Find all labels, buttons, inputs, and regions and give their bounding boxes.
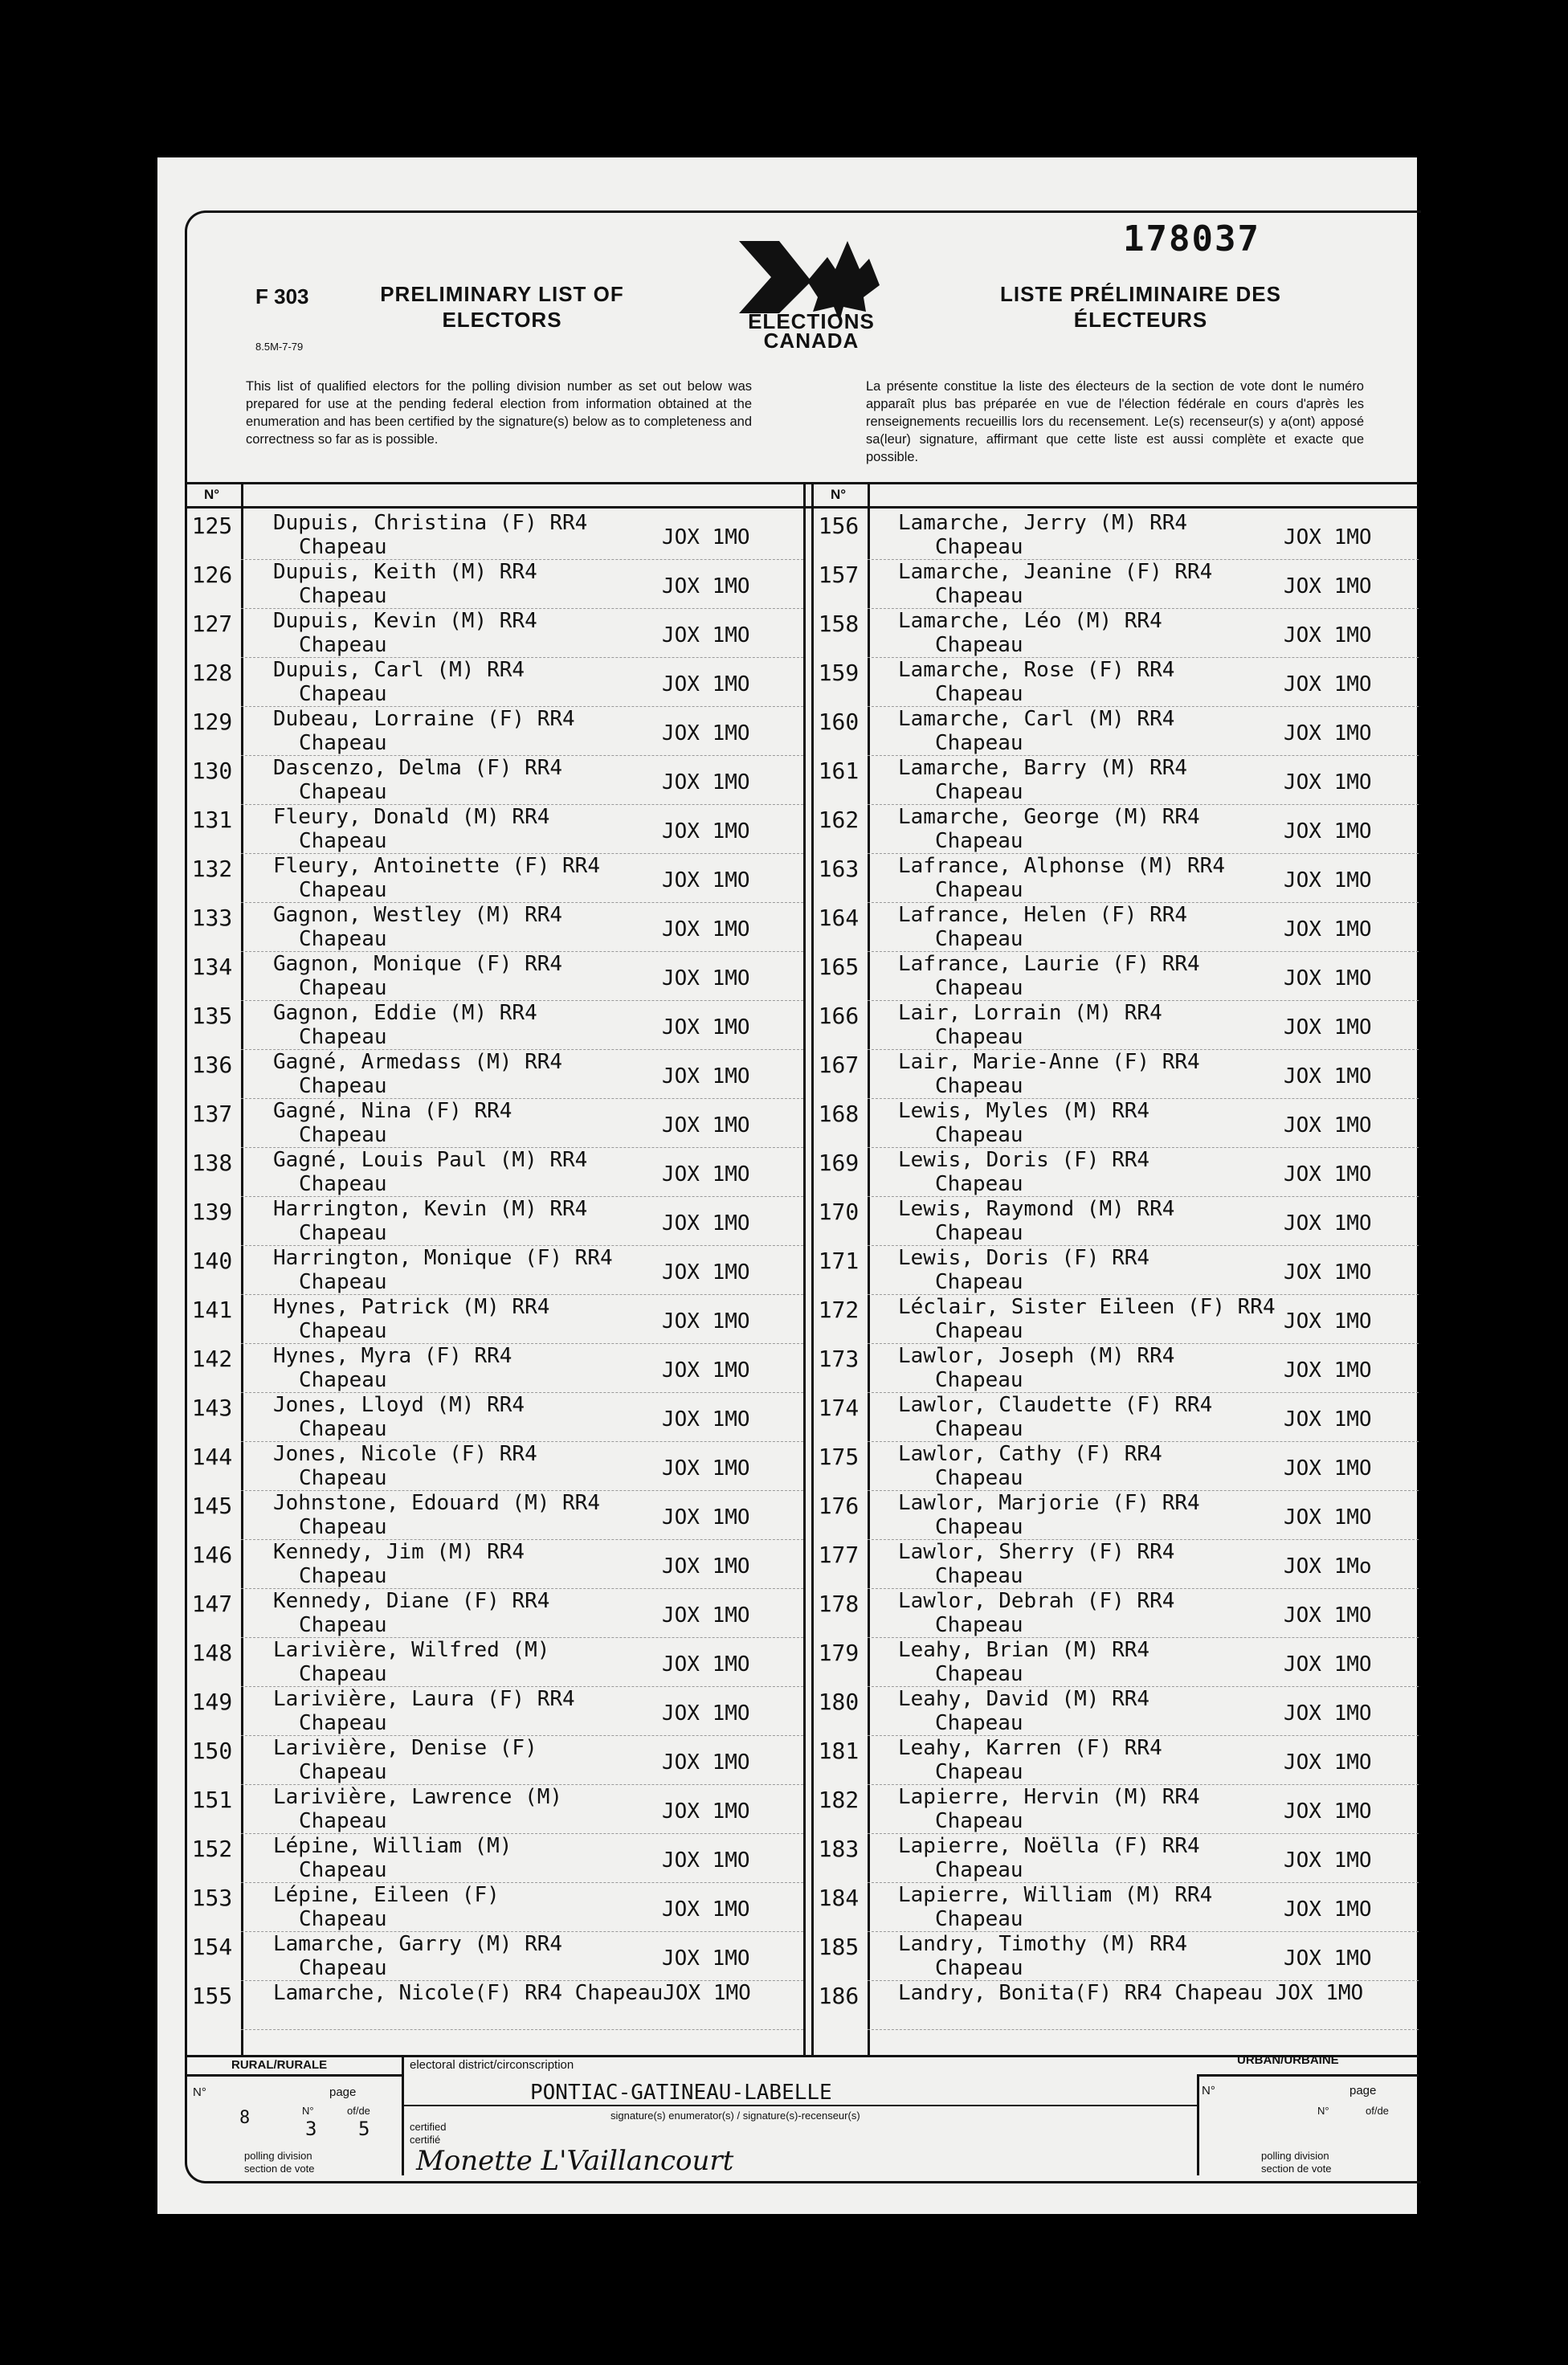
elector-city: Chapeau [299,1466,387,1490]
elector-city: Chapeau [935,927,1023,951]
elector-number: 125 [191,513,233,539]
elector-postal-code: JOX 1MO [1284,1603,1372,1628]
elector-name: Lewis, Doris (F) RR4 [898,1246,1150,1270]
elector-postal-code: JOX 1MO [1284,819,1372,843]
elector-city: Chapeau [299,1662,387,1686]
elector-name: Lawlor, Marjorie (F) RR4 [898,1491,1200,1515]
elector-city: Chapeau [935,584,1023,608]
elector-number: 131 [191,807,233,833]
elector-city: Chapeau [935,1907,1023,1931]
elector-postal-code: JOX 1MO [662,1309,750,1334]
elector-number: 139 [191,1199,233,1225]
elector-number: 186 [818,1983,860,2009]
elector-postal-code: JOX 1MO [662,1603,750,1628]
elector-number: 127 [191,611,233,637]
elector-city: Chapeau [935,1564,1023,1588]
elector-postal-code: JOX 1MO [662,1505,750,1530]
elector-postal-code: JOX 1MO [662,721,750,745]
elector-number: 158 [818,611,860,637]
elector-name: Lamarche, Nicole(F) RR4 ChapeauJOX 1MO [273,1981,751,2005]
elector-postal-code: JOX 1MO [1284,1897,1372,1922]
rural-polling-division: polling division [244,2150,312,2162]
elector-name: Dascenzo, Delma (F) RR4 [273,756,563,780]
elector-city: Chapeau [299,682,387,706]
elector-name: Lapierre, William (M) RR4 [898,1883,1213,1907]
elector-postal-code: JOX 1MO [1284,1701,1372,1726]
right-col-no-header: N° [831,487,847,502]
elector-name: Lair, Lorrain (M) RR4 [898,1001,1162,1025]
elector-city: Chapeau [935,731,1023,755]
elector-city: Chapeau [299,584,387,608]
elector-city: Chapeau [935,535,1023,559]
elector-postal-code: JOX 1MO [1284,1505,1372,1530]
elector-number: 175 [818,1444,860,1470]
center-divider-a [803,482,806,2057]
rural-label: RURAL/RURALE [231,2058,328,2072]
elector-city: Chapeau [299,976,387,1000]
elector-city: Chapeau [935,1025,1023,1049]
elector-name: Fleury, Antoinette (F) RR4 [273,854,600,878]
elector-name: Hynes, Patrick (M) RR4 [273,1295,550,1319]
elector-postal-code: JOX 1MO [1284,1358,1372,1383]
elector-city: Chapeau [299,1858,387,1882]
rural-of-label: of/de [347,2105,370,2117]
elector-postal-code: JOX 1MO [1284,1309,1372,1334]
elector-postal-code: JOX 1MO [662,1946,750,1971]
elector-city: Chapeau [299,1074,387,1098]
elector-name: Harrington, Kevin (M) RR4 [273,1197,588,1221]
elector-name: Dupuis, Carl (M) RR4 [273,658,525,682]
elector-number: 128 [191,660,233,686]
elector-name: Lamarche, Léo (M) RR4 [898,609,1162,633]
elector-postal-code: JOX 1MO [1284,525,1372,549]
elector-postal-code: JOX 1MO [662,525,750,549]
elector-number: 164 [818,905,860,931]
urban-box-left [1197,2074,1199,2175]
elector-name: Landry, Timothy (M) RR4 [898,1932,1188,1956]
elector-number: 149 [191,1689,233,1715]
elector-number: 179 [818,1640,860,1666]
elector-city: Chapeau [935,1123,1023,1147]
logo-line-1: ELECTIONS [748,309,875,333]
elector-number: 169 [818,1150,860,1176]
elector-number: 140 [191,1248,233,1274]
urban-no-small: N° [1317,2105,1329,2117]
district-label: electoral district/circonscription [410,2058,574,2072]
elector-name: Lapierre, Noëlla (F) RR4 [898,1834,1200,1858]
urban-no-label: N° [1202,2084,1215,2097]
logo-text [725,309,898,353]
elector-name: Leahy, Karren (F) RR4 [898,1736,1162,1760]
elector-city: Chapeau [299,1515,387,1539]
elector-number: 147 [191,1591,233,1617]
elector-city: Chapeau [935,829,1023,853]
elector-number: 163 [818,856,860,882]
elector-postal-code: JOX 1MO [1284,1064,1372,1089]
elector-number: 129 [191,709,233,735]
intro-french: La présente constitue la liste des électeurs de la section de vote dont le numéro apparaît plus bas préparée en vue de l'élection fédérale en cours d'après les renseignements recueillis lors du recensement. Le(s) recenseur(s) y a(ont) apposé sa(leur) signature, affirmant que cette liste est aussi complète et exacte que possible. [866,379,1364,464]
elector-postal-code: JOX 1MO [1284,1750,1372,1775]
elector-number: 183 [818,1836,860,1862]
elector-city: Chapeau [935,780,1023,804]
elector-name: Lépine, Eileen (F) [273,1883,500,1907]
elector-name: Lamarche, Garry (M) RR4 [273,1932,563,1956]
certifie-label: certifié [410,2134,441,2146]
elector-number: 145 [191,1493,233,1519]
elector-city: Chapeau [299,535,387,559]
elector-city: Chapeau [299,829,387,853]
elector-postal-code: JOX 1MO [1284,1211,1372,1236]
elector-number: 141 [191,1297,233,1323]
elector-postal-code: JOX 1MO [662,1652,750,1677]
elector-postal-code: JOX 1MO [662,1848,750,1873]
elector-city: Chapeau [299,1270,387,1294]
elector-postal-code: JOX 1MO [662,1554,750,1579]
elector-city: Chapeau [935,976,1023,1000]
elector-postal-code: JOX 1MO [662,1799,750,1824]
elector-postal-code: JOX 1MO [662,1358,750,1383]
elector-number: 153 [191,1885,233,1911]
elector-name: Dubeau, Lorraine (F) RR4 [273,707,575,731]
elector-number: 159 [818,660,860,686]
elector-number: 154 [191,1934,233,1960]
elector-number: 173 [818,1346,860,1372]
elector-postal-code: JOX 1MO [1284,1407,1372,1432]
elector-name: Lapierre, Hervin (M) RR4 [898,1785,1200,1809]
elector-postal-code: JOX 1MO [662,1113,750,1138]
elector-postal-code: JOX 1MO [1284,1456,1372,1481]
urban-header-rule [1197,2074,1419,2077]
elector-number: 172 [818,1297,860,1323]
elector-name: Lamarche, George (M) RR4 [898,805,1200,829]
rural-no-label: N° [193,2085,206,2099]
rural-section-vote: section de vote [244,2163,315,2175]
elector-city: Chapeau [299,1907,387,1931]
elector-name: Léclair, Sister Eileen (F) RR4 [898,1295,1276,1319]
elector-city: Chapeau [935,878,1023,902]
elector-postal-code: JOX 1MO [1284,966,1372,991]
elector-city: Chapeau [299,1711,387,1735]
urban-of-label: of/de [1366,2105,1389,2117]
elector-postal-code: JOX 1MO [662,1211,750,1236]
elector-city: Chapeau [935,1858,1023,1882]
elector-city: Chapeau [299,1368,387,1392]
elector-name: Lamarche, Rose (F) RR4 [898,658,1175,682]
row-rule [868,2029,1419,2030]
elector-postal-code: JOX 1MO [662,1260,750,1285]
elector-name: Lamarche, Barry (M) RR4 [898,756,1188,780]
elector-name: Dupuis, Kevin (M) RR4 [273,609,537,633]
elector-number: 162 [818,807,860,833]
elector-postal-code: JOX 1MO [662,770,750,794]
elector-city: Chapeau [935,1417,1023,1441]
table-header-border [185,506,1419,509]
elector-city: Chapeau [935,1074,1023,1098]
elector-city: Chapeau [299,1564,387,1588]
elector-name: Lamarche, Jeanine (F) RR4 [898,560,1213,584]
elector-name: Gagné, Louis Paul (M) RR4 [273,1148,588,1172]
elector-number: 170 [818,1199,860,1225]
elector-postal-code: JOX 1MO [662,623,750,647]
elector-name: Larivière, Lawrence (M) [273,1785,563,1809]
elector-city: Chapeau [935,1711,1023,1735]
elector-city: Chapeau [935,1368,1023,1392]
elector-postal-code: JOX 1MO [662,1162,750,1187]
page-total: 5 [358,2118,370,2140]
left-number-divider [241,482,243,2057]
elector-name: Gagnon, Westley (M) RR4 [273,903,563,927]
elector-postal-code: JOX 1MO [662,1897,750,1922]
elector-postal-code: JOX 1MO [662,819,750,843]
elector-name: Harrington, Monique (F) RR4 [273,1246,613,1270]
elector-postal-code: JOX 1MO [1284,721,1372,745]
elector-number: 132 [191,856,233,882]
elector-number: 180 [818,1689,860,1715]
district-name: PONTIAC-GATINEAU-LABELLE [530,2081,832,2105]
elector-name: Larivière, Wilfred (M) [273,1638,550,1662]
elector-name: Lawlor, Cathy (F) RR4 [898,1442,1162,1466]
elector-name: Lawlor, Joseph (M) RR4 [898,1344,1175,1368]
elector-number: 181 [818,1738,860,1764]
elector-name: Gagnon, Monique (F) RR4 [273,952,563,976]
elector-city: Chapeau [299,1760,387,1784]
elector-city: Chapeau [935,1270,1023,1294]
title-english-line-1: PRELIMINARY LIST OF [380,282,624,306]
elector-number: 138 [191,1150,233,1176]
title-english-line-2: ELECTORS [442,308,562,332]
table-top-border [185,482,1419,484]
elector-name: Lawlor, Debrah (F) RR4 [898,1589,1175,1613]
elector-number: 130 [191,758,233,784]
elector-postal-code: JOX 1MO [1284,623,1372,647]
elector-number: 135 [191,1003,233,1029]
elector-postal-code: JOX 1MO [1284,868,1372,892]
elector-number: 165 [818,954,860,980]
elector-name: Kennedy, Diane (F) RR4 [273,1589,550,1613]
elector-postal-code: JOX 1MO [1284,1162,1372,1187]
elector-postal-code: JOX 1MO [662,966,750,991]
elector-name: Gagné, Nina (F) RR4 [273,1099,512,1123]
elector-name: Dupuis, Keith (M) RR4 [273,560,537,584]
elector-number: 157 [818,562,860,588]
rural-box-right [402,2055,404,2175]
elector-number: 126 [191,562,233,588]
elector-number: 168 [818,1101,860,1127]
urban-page-label: page [1350,2084,1377,2097]
elector-postal-code: JOX 1MO [1284,917,1372,942]
form-number: F 303 [255,284,309,308]
right-number-divider [868,482,870,2057]
urban-section-vote: section de vote [1261,2163,1332,2175]
elector-postal-code: JOX 1MO [662,1750,750,1775]
elector-city: Chapeau [299,1417,387,1441]
elector-name: Lewis, Raymond (M) RR4 [898,1197,1175,1221]
elector-postal-code: JOX 1MO [662,917,750,942]
elector-city: Chapeau [299,1613,387,1637]
elector-number: 161 [818,758,860,784]
page-number: 3 [305,2118,317,2140]
elector-name: Hynes, Myra (F) RR4 [273,1344,512,1368]
elector-city: Chapeau [299,633,387,657]
left-col-no-header: N° [204,487,220,502]
elector-name: Lawlor, Sherry (F) RR4 [898,1540,1175,1564]
elector-number: 143 [191,1395,233,1421]
elector-city: Chapeau [299,1319,387,1343]
elector-city: Chapeau [299,1221,387,1245]
elector-number: 134 [191,954,233,980]
title-french [964,281,1317,333]
elector-name: Gagné, Armedass (M) RR4 [273,1050,563,1074]
elector-postal-code: JOX 1MO [1284,574,1372,598]
elector-number: 182 [818,1787,860,1813]
logo-line-2: CANADA [763,329,860,353]
footer-top-border [185,2055,1419,2057]
elector-name: Lewis, Doris (F) RR4 [898,1148,1150,1172]
elector-postal-code: JOX 1MO [1284,1015,1372,1040]
elector-city: Chapeau [299,1809,387,1833]
elector-name: Leahy, David (M) RR4 [898,1687,1150,1711]
rural-page-label: page [329,2085,357,2099]
elector-number: 133 [191,905,233,931]
elector-number: 144 [191,1444,233,1470]
elector-city: Chapeau [935,1760,1023,1784]
elector-postal-code: JOX 1Mo [1284,1554,1372,1579]
elector-postal-code: JOX 1MO [662,1407,750,1432]
elector-city: Chapeau [935,1613,1023,1637]
elector-name: Lafrance, Helen (F) RR4 [898,903,1188,927]
district-rule [402,2105,1197,2106]
elector-city: Chapeau [935,682,1023,706]
elector-name: Jones, Lloyd (M) RR4 [273,1393,525,1417]
elector-postal-code: JOX 1MO [1284,1946,1372,1971]
elector-number: 174 [818,1395,860,1421]
elector-number: 146 [191,1542,233,1568]
elector-postal-code: JOX 1MO [662,1456,750,1481]
elector-city: Chapeau [935,1319,1023,1343]
elector-city: Chapeau [935,1172,1023,1196]
elector-city: Chapeau [935,1515,1023,1539]
title-french-line-1: LISTE PRÉLIMINAIRE DES [1000,282,1281,306]
elector-name: Larivière, Laura (F) RR4 [273,1687,575,1711]
elector-number: 155 [191,1983,233,2009]
elector-number: 184 [818,1885,860,1911]
elector-number: 151 [191,1787,233,1813]
row-rule [241,2029,803,2030]
elector-name: Lawlor, Claudette (F) RR4 [898,1393,1213,1417]
elector-postal-code: JOX 1MO [1284,672,1372,696]
form-code: 8.5M-7-79 [255,341,304,353]
elector-name: Gagnon, Eddie (M) RR4 [273,1001,537,1025]
elector-postal-code: JOX 1MO [1284,1652,1372,1677]
elector-number: 136 [191,1052,233,1078]
elector-number: 160 [818,709,860,735]
elector-number: 156 [818,513,860,539]
elector-number: 166 [818,1003,860,1029]
urban-polling-division: polling division [1261,2150,1329,2162]
elector-city: Chapeau [935,1662,1023,1686]
rural-header-rule [185,2074,402,2077]
elector-city: Chapeau [935,1221,1023,1245]
rural-no-value: 8 [239,2108,251,2128]
intro-english: This list of qualified electors for the polling division number as set out below was prepared for use at the pending federal election from information obtained at the enumeration and has been certified by the signature(s) below as to completeness and correctness so far as is possible. [246,379,752,447]
elector-postal-code: JOX 1MO [1284,770,1372,794]
elector-postal-code: JOX 1MO [1284,1799,1372,1824]
elector-name: Dupuis, Christina (F) RR4 [273,511,588,535]
elector-city: Chapeau [299,927,387,951]
elector-city: Chapeau [935,633,1023,657]
elector-postal-code: JOX 1MO [662,868,750,892]
rural-no-small: N° [302,2105,314,2117]
elector-name: Leahy, Brian (M) RR4 [898,1638,1150,1662]
elector-number: 152 [191,1836,233,1862]
elector-postal-code: JOX 1MO [1284,1848,1372,1873]
elector-postal-code: JOX 1MO [662,574,750,598]
enumerator-signature: Monette L'Vaillancourt [416,2145,734,2177]
serial-number: 178037 [1123,219,1260,259]
certified-label: certified [410,2121,447,2133]
elector-city: Chapeau [935,1466,1023,1490]
elector-postal-code: JOX 1MO [662,1701,750,1726]
elector-number: 150 [191,1738,233,1764]
elector-name: Lafrance, Laurie (F) RR4 [898,952,1200,976]
elector-name: Jones, Nicole (F) RR4 [273,1442,537,1466]
urban-label: URBAN/URBAINE [1237,2053,1339,2067]
elector-postal-code: JOX 1MO [662,672,750,696]
elector-number: 178 [818,1591,860,1617]
elector-number: 171 [818,1248,860,1274]
elector-city: Chapeau [299,1025,387,1049]
elector-city: Chapeau [299,1956,387,1980]
elector-number: 148 [191,1640,233,1666]
elector-number: 167 [818,1052,860,1078]
elector-name: Landry, Bonita(F) RR4 Chapeau JOX 1MO [898,1981,1364,2005]
elector-city: Chapeau [299,1123,387,1147]
elector-postal-code: JOX 1MO [1284,1113,1372,1138]
elector-number: 176 [818,1493,860,1519]
elector-city: Chapeau [299,1172,387,1196]
elector-number: 185 [818,1934,860,1960]
signature-label: signature(s) enumerator(s) / signature(s)-recenseur(s) [610,2110,860,2122]
title-english [353,281,651,333]
elector-city: Chapeau [299,780,387,804]
elector-city: Chapeau [299,878,387,902]
elector-name: Lair, Marie-Anne (F) RR4 [898,1050,1200,1074]
elector-city: Chapeau [935,1956,1023,1980]
elector-name: Fleury, Donald (M) RR4 [273,805,550,829]
elector-name: Lépine, William (M) [273,1834,512,1858]
elector-number: 177 [818,1542,860,1568]
elector-postal-code: JOX 1MO [662,1015,750,1040]
elector-name: Lamarche, Jerry (M) RR4 [898,511,1188,535]
elector-name: Lewis, Myles (M) RR4 [898,1099,1150,1123]
elector-number: 137 [191,1101,233,1127]
elector-postal-code: JOX 1MO [662,1064,750,1089]
elector-name: Lafrance, Alphonse (M) RR4 [898,854,1225,878]
elector-postal-code: JOX 1MO [1284,1260,1372,1285]
elector-name: Lamarche, Carl (M) RR4 [898,707,1175,731]
elector-number: 142 [191,1346,233,1372]
elector-city: Chapeau [935,1809,1023,1833]
elector-name: Larivière, Denise (F) [273,1736,537,1760]
elector-name: Kennedy, Jim (M) RR4 [273,1540,525,1564]
elector-city: Chapeau [299,731,387,755]
elector-name: Johnstone, Edouard (M) RR4 [273,1491,600,1515]
title-french-line-2: ÉLECTEURS [1073,308,1208,332]
